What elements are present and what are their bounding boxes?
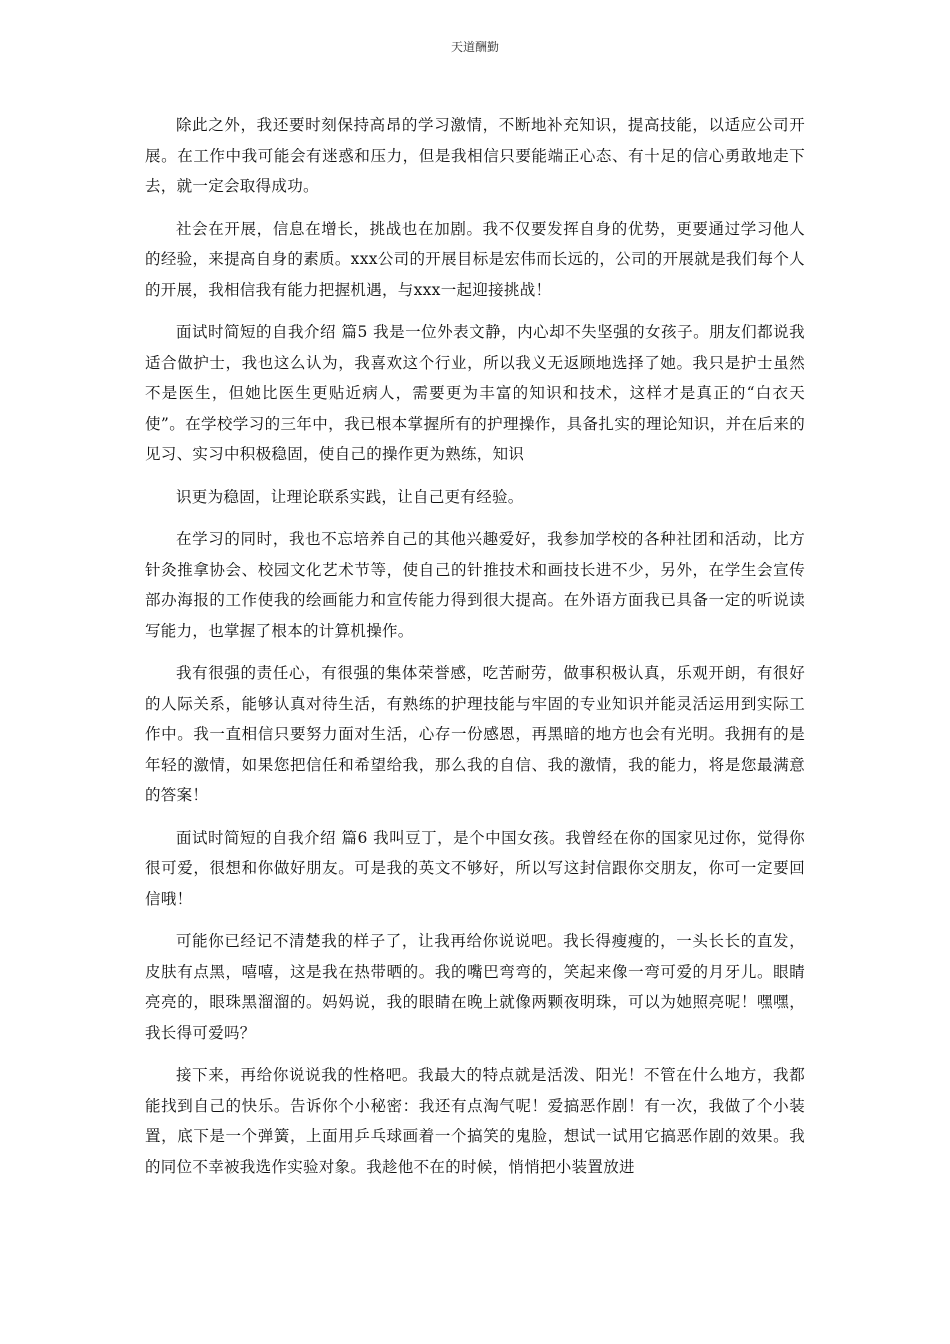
paragraph: 可能你已经记不清楚我的样子了，让我再给你说说吧。我长得瘦瘦的，一头长长的直发，皮肤有点黑，嘻嘻，这是我在热带晒的。我的嘴巴弯弯的，笑起来像一弯可爱的月牙儿。眼睛亮亮的，眼珠黑溜溜的。妈妈说，我的眼睛在晚上就像两颗夜明珠，可以为她照亮呢！嘿嘿，我长得可爱吗？ bbox=[145, 932, 805, 1042]
paragraph: 面试时简短的自我介绍 篇6 我叫豆丁，是个中国女孩。我曾经在你的国家见过你，觉得你很可爱，很想和你做好朋友。可是我的英文不够好，所以写这封信跟你交朋友，你可一定要回信哦！ bbox=[145, 828, 805, 908]
paragraph: 社会在开展，信息在增长，挑战也在加剧。我不仅要发挥自身的优势，更要通过学习他人的经验，来提高自身的素质。xxx公司的开展目标是宏伟而长远的，公司的开展就是我们每个人的开展，我相信我有能力把握机遇，与xxx一起迎接挑战！ bbox=[145, 219, 805, 299]
paragraph: 除此之外，我还要时刻保持高昂的学习激情，不断地补充知识，提高技能，以适应公司开展。在工作中我可能会有迷惑和压力，但是我相信只要能端正心态、有十足的信心勇敢地走下去，就一定会取得成功。 bbox=[145, 116, 805, 195]
document-body bbox=[145, 110, 805, 1194]
page-header: 天道酬勤 bbox=[450, 40, 499, 54]
paragraph: 识更为稳固，让理论联系实践，让自己更有经验。 bbox=[176, 487, 524, 506]
paragraph: 我有很强的责任心，有很强的集体荣誉感，吃苦耐劳，做事积极认真，乐观开朗，有很好的人际关系，能够认真对待生活，有熟练的护理技能与牢固的专业知识并能灵活运用到实际工作中。我一直相信只要努力面对生活，心存一份感恩，再黑暗的地方也会有光明。我拥有的是年轻的激情，如果您把信任和希望给我，那么我的自信、我的激情，我的能力，将是您最满意的答案！ bbox=[145, 664, 805, 804]
paragraph: 面试时简短的自我介绍 篇5 我是一位外表文静，内心却不失坚强的女孩子。朋友们都说我适合做护士，我也这么认为，我喜欢这个行业，所以我义无返顾地选择了她。我只是护士虽然不是医生，但她比医生更贴近病人，需要更为丰富的知识和技术，这样才是真正的“白衣天使”。在学校学习的三年中，我已根本掌握所有的护理操作，具备扎实的理论知识，并在后来的见习、实习中积极稳固，使自己的操作更为熟练，知识 bbox=[145, 323, 805, 463]
paragraph: 在学习的同时，我也不忘培养自己的其他兴趣爱好，我参加学校的各种社团和活动，比方针灸推拿协会、校园文化艺术节等，使自己的针推技术和画技长进不少，另外，在学生会宣传部办海报的工作使我的绘画能力和宣传能力得到很大提高。在外语方面我已具备一定的听说读写能力，也掌握了根本的计算机操作。 bbox=[145, 530, 805, 640]
paragraph: 接下来，再给你说说我的性格吧。我最大的特点就是活泼、阳光！不管在什么地方，我都能找到自己的快乐。告诉你个小秘密：我还有点淘气呢！爱搞恶作剧！有一次，我做了个小装置，底下是一个弹簧，上面用乒乓球画着一个搞笑的鬼脸，想试一试用它搞恶作剧的效果。我的同位不幸被我选作实验对象。我趁他不在的时候，悄悄把小装置放进 bbox=[145, 1066, 805, 1176]
